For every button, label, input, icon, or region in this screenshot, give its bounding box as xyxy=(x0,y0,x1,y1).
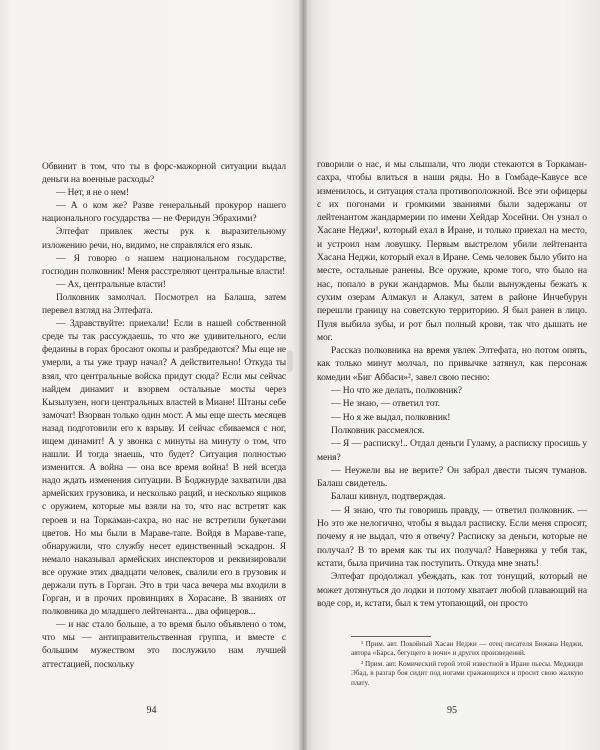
right-paragraph: Рассказ полковника на время увлек Элтефата, но потом опять, как только минут молчал, по привычке затянул, как персонаж комедии «Биг Аббаси»², завел свою песню: xyxy=(317,345,587,383)
left-paragraph: Полковник замолчал. Посмотрел на Балаша, затем перевел взгляд на Элтефата. xyxy=(42,292,286,317)
footnote: ¹ Прим. авт. Покойный Хасан Неджи — отец писателя Бижана Неджи, автора «Барса, бегущего в ночи» и других произведений. xyxy=(351,640,583,658)
right-paragraph: — Не знаю, — ответил тот. xyxy=(331,398,440,410)
left-page-text xyxy=(42,161,286,672)
right-paragraph: — Неужели вы не верите? Он забрал двести тысяч туманов. Балаш свидетель. xyxy=(317,464,587,490)
left-paragraph: — Ах, центральные власти! xyxy=(56,279,166,290)
right-page-text xyxy=(317,158,587,610)
left-paragraph: — Нет, я не о нем! xyxy=(56,188,129,199)
book-gutter xyxy=(299,0,307,750)
right-paragraph: Балаш кивнул, подтверждая. xyxy=(331,491,446,503)
right-paragraph: Полковник рассмеялся. xyxy=(331,424,425,436)
right-paragraph: — Я знаю, что ты говоришь правду, — ответил полковник. — Но это же нелогично, чтобы я выдал расписку. Если меня спросят, почему я не выдал, что я отвечу? Расписку за деньги, которые не получал? В то время как ты их получал? Наверняка у тебя так, кстати, была причина так поступить. Откуда мне знать! xyxy=(317,504,587,569)
footnotes xyxy=(351,640,583,689)
left-paragraph: — А о ком же? Разве генеральный прокурор нашего национального государства — не Феридун Эбрахими? xyxy=(42,201,286,225)
page-edge-shadow xyxy=(287,350,293,372)
left-page-number: 94 xyxy=(146,705,157,716)
left-paragraph: — Я говорю о нашем национальном государстве, господин полковник! Меня расстреляют центральные власти! xyxy=(42,253,286,277)
right-paragraph: — Но что же делать, полковник? xyxy=(331,385,462,397)
left-paragraph: — и нас стало больше, а то время было объявлено о том, что мы — антиправительственная группа, и вместе с большим мужеством это послужило нам лучшей аттестацией, поскольку xyxy=(42,620,286,670)
left-paragraph: — Здравствуйте: приехали! Если в нашей собственной среде ты так рассуждаешь, то что же удивительного, если федаины в горах бросают окопы и разбредаются? Мы еще не умерли, а ты уже траур начал? А действительно! Откуда ты взял, что центральные войска придут сюда? Если мы сейчас найдем динамит и взорвем остальные мосты через Кызылузен, ноги центральных властей в Миане! Штаны себе замочат! Взорван только один мост. А мы еще шесть месяцев назад подготовили его к взрыву. И сейчас сбиваемся с ног, ищем динамит! А у звонка с минуты на минуту о том, что нашли. И тогда знаешь, что будет? Ситуация полностью изменится. А война — она все время война! В ней всегда надо ждать изменения ситуации. В Боджнурде захватили два армейских грузовика, и несколько раций, и несколько ящиков с оружием, которые мы взяли на то, что нас встретят как героев и на Торкаман-сахра, но нас не встретили букетами цветов. Но мы были в Маравe-тапе. Войдя в Маравe-тапе, обнаружили, что службу несет единственный эскадрон. Я немало наказывал армейских инспекторов и реквизировали все оружие этих двадцати человек, свалили его в грузовик и держали путь в Горган. Это в три часа вечера мы входили в Горган, и в прочих провинциях в Хорасане. В званиях от полковника до младшего лейтенанта... два офицеров... xyxy=(42,319,286,618)
left-paragraph: Обвинит в том, что ты в форс-мажорной ситуации выдал деньги на военные расходы? xyxy=(42,162,286,186)
footnote-rule xyxy=(351,636,431,637)
right-page-number: 95 xyxy=(447,705,457,716)
right-paragraph: — Я — расписку!.. Отдал деньги Гуламу, а расписку просишь у меня? xyxy=(317,438,587,463)
right-paragraph: — Но я же выдал, полковник! xyxy=(331,411,451,423)
left-paragraph: Элтефат привлек жесты рук к выразительному изложению речи, но, видимо, не справлялся его язык. xyxy=(42,227,286,251)
footnote: ² Прим. авт. Комический герой этой известной в Иране пьесы. Меджиди Эбад, в разгар боя сидит под ногами сражающихся и просит свою жалкую плату. xyxy=(351,659,583,687)
right-paragraph: Элтефат продолжал убеждать, как тот тонущий, который не может дотянуться до лодки и потому хватает любой плавающий на воде сор, и, кстати, был к тем утопающий, он просто xyxy=(317,571,587,609)
right-paragraph: говорили о нас, и мы слышали, что люди стекаются в Торкаман-сахра, чтобы влиться в наши ряды. Но в Гомбаде-Кавусе все изменилось, и ситуация стала противоположной. Все эти офицеры с их погонами и громкими званиями были задержаны от лейтенантом жандармерии по имени Хейдар Хосейни. Он узнал о Хасане Неджи¹, который ехал в Иране, и только приехал на место, и устроил нам ловушку. Первым выстрелом убили лейтенанта Хасана Неджи, который ехал в Иране. Семь человек было убито на месте, остальные ранены. Все оружие, кроме того, что было на нас, попало в руки жандармов. Мы были вынуждены бежать к сухим озерам Алмакул и Алакул, затем в районе Инчебурун перешли границу на советскую территорию. Я был ранен в лицо. Пуля выбила зубы, и рот был полный крови, так что дышать не мог. xyxy=(317,159,587,343)
right-page xyxy=(303,0,600,750)
